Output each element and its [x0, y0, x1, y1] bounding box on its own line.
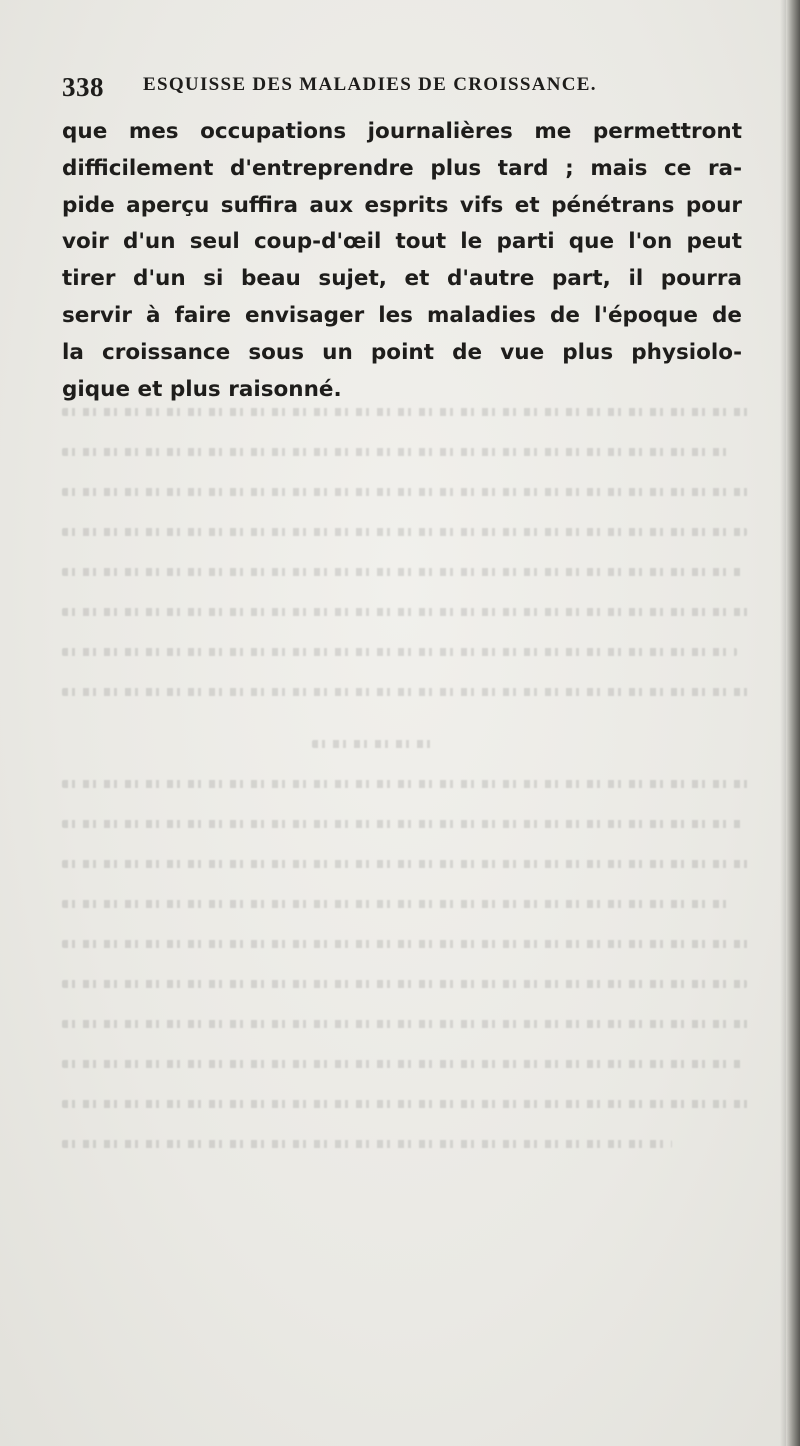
show-through-texture: [62, 400, 752, 1180]
text-line: difficilement d'entreprendre plus tard ; mais ce ra-: [62, 155, 742, 181]
page-edge: [786, 0, 800, 1446]
text-line: la croissance sous un point de vue plus physiolo-: [62, 339, 742, 365]
text-line: voir d'un seul coup-d'œil tout le parti que l'on peut: [62, 229, 742, 255]
text-line: servir à faire envisager les maladies de l'époque de: [62, 302, 742, 328]
text-line: pide aperçu suffira aux esprits vifs et pénétrans pour: [62, 192, 742, 218]
running-head: ESQUISSE DES MALADIES DE CROISSANCE.: [143, 74, 597, 95]
text-line: tirer d'un si beau sujet, et d'autre part, il pourra: [62, 266, 742, 292]
page-number: 338: [62, 72, 104, 102]
text-line: gique et plus raisonné.: [62, 376, 342, 402]
page-header: [62, 72, 742, 106]
text-line: que mes occupations journalières me permettront: [62, 119, 742, 144]
body-paragraph: [62, 114, 742, 408]
